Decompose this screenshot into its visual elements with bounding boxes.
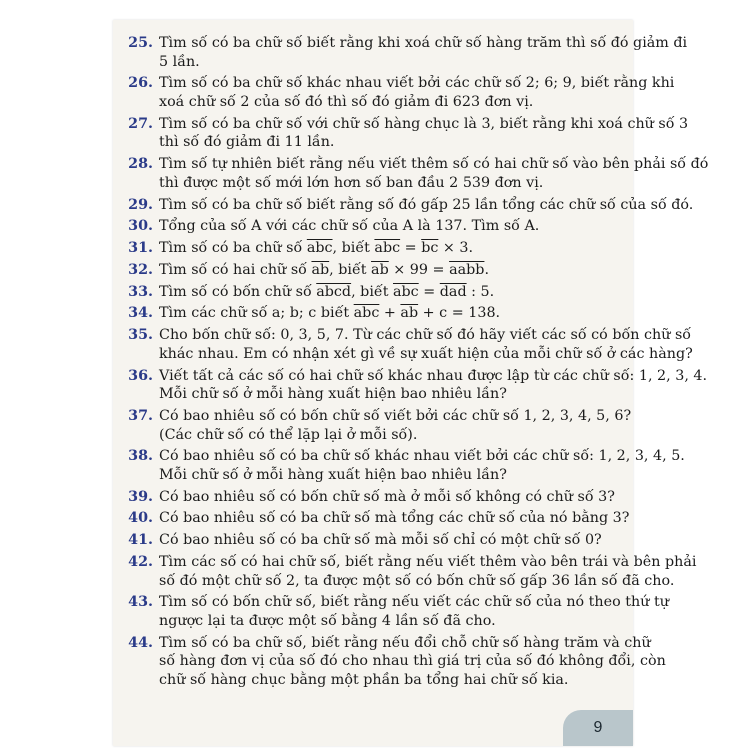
- problem-text-line: [159, 612, 599, 631]
- text-segment: , biết: [351, 283, 393, 300]
- problem-number: 31.: [128, 240, 153, 257]
- problem-text-line: [159, 133, 599, 152]
- problem-text-line: [159, 304, 599, 323]
- problem-text: [159, 34, 688, 71]
- text-segment: Tìm số có bốn chữ số: [159, 283, 317, 300]
- text-segment: , biết: [329, 261, 372, 278]
- text-segment: Mỗi chữ số ở mỗi hàng xuất hiện bao nhiêu lần?: [159, 386, 507, 403]
- problem-item: [113, 261, 633, 280]
- problem-item: [113, 74, 675, 111]
- problem-text-line: [159, 196, 694, 215]
- problem-item: [113, 488, 633, 507]
- problem-text: [159, 196, 694, 215]
- text-segment: Viết tất cả các số có hai chữ số khác nhau được lập từ các chữ số: 1, 2, 3, 4.: [159, 367, 708, 384]
- problem-number: 28.: [128, 156, 153, 173]
- problem-text-line: [159, 652, 666, 671]
- text-segment: Tìm số có ba chữ số biết rằng số đó gấp 25 lần tổng các chữ số của số đó.: [159, 196, 694, 213]
- problem-item: [113, 196, 694, 215]
- text-segment: khác nhau. Em có nhận xét gì về sự xuất hiện của mỗi chữ số ở các hàng?: [159, 345, 693, 362]
- problem-text-line: [159, 115, 689, 134]
- problem-item: [113, 34, 688, 71]
- text-segment: × 99 =: [388, 261, 450, 278]
- text-segment: ngược lại ta được một số bằng 4 lần số đã cho.: [159, 613, 496, 629]
- problem-item: [113, 447, 685, 484]
- text-segment: × 3.: [438, 240, 474, 257]
- text-segment: thì được một số mới lớn hơn số ban đầu 2 539 đơn vị.: [159, 174, 544, 191]
- problem-number: 27.: [128, 115, 153, 132]
- text-segment: Tìm số có ba chữ số khác nhau viết bởi các chữ số 2; 6; 9, biết rằng khi: [159, 75, 675, 92]
- problem-text: [159, 634, 666, 690]
- text-segment: Tìm số có ba chữ số với chữ số hàng chục là 3, biết rằng khi xoá chữ số 3: [159, 115, 689, 132]
- problem-text-line: [159, 671, 599, 690]
- problem-number: 41.: [128, 532, 153, 549]
- problem-text: [159, 593, 669, 630]
- problem-text-line: [159, 509, 630, 528]
- problem-text-line: [159, 326, 692, 345]
- problem-text-line: [159, 553, 697, 572]
- problem-text-line: [159, 407, 632, 426]
- text-segment: +: [379, 305, 401, 322]
- problem-number: 39.: [128, 488, 153, 505]
- problem-number: 33.: [128, 283, 153, 300]
- problem-text-line: [159, 261, 599, 280]
- text-segment: Tìm số có ba chữ số biết rằng khi xoá chữ số hàng trăm thì số đó giảm đi: [159, 35, 688, 51]
- problem-text-line: [159, 283, 599, 302]
- text-segment: Có bao nhiêu số có bốn chữ số viết bởi các chữ số 1, 2, 3, 4, 5, 6?: [159, 407, 632, 424]
- overlined-number: $\overline{abc}$: [374, 240, 401, 257]
- text-segment: Tìm số tự nhiên biết rằng nếu viết thêm số có hai chữ số vào bên phải số đó: [159, 156, 709, 173]
- overlined-number: aabb: [449, 261, 485, 278]
- problem-text-line: [159, 447, 685, 466]
- text-segment: Có bao nhiêu số có ba chữ số mà tổng các chữ số của nó bằng 3?: [159, 510, 630, 527]
- problem-item: [113, 326, 693, 363]
- problem-text: [159, 261, 599, 280]
- text-segment: Tổng của số A với các chữ số của A là 137. Tìm số A.: [159, 218, 540, 235]
- problem-number: 25.: [128, 35, 153, 51]
- page-number-tab: [563, 710, 633, 746]
- problem-text: [159, 283, 599, 302]
- overlined-number: $\overline{bc}$: [421, 240, 439, 257]
- text-segment: , biết: [332, 240, 375, 257]
- problem-number: 29.: [128, 196, 153, 213]
- problem-text-line: [159, 531, 602, 550]
- text-segment: Tìm số có ba chữ số: [159, 240, 307, 257]
- problem-text-line: [159, 634, 651, 653]
- problem-text: [159, 326, 693, 363]
- book-page: [113, 20, 709, 746]
- problem-number: 35.: [128, 327, 153, 344]
- text-segment: + c = 138.: [418, 305, 501, 322]
- problem-text: [159, 217, 599, 236]
- page-number: 9: [593, 719, 603, 736]
- problem-number: 38.: [128, 448, 153, 465]
- problem-text: [159, 509, 630, 528]
- problem-number: 30.: [128, 218, 153, 235]
- problem-text-line: [159, 93, 599, 112]
- problem-text-line: [159, 217, 599, 236]
- problem-number: 37.: [128, 407, 153, 424]
- problem-number: 42.: [128, 554, 153, 571]
- problem-number: 26.: [128, 75, 153, 92]
- overlined-number: $\overline{dad}$: [439, 283, 467, 300]
- problem-text: [159, 407, 632, 444]
- problem-text-line: [159, 367, 708, 386]
- problem-item: [113, 304, 633, 323]
- text-segment: thì số đó giảm đi 11 lần.: [159, 134, 335, 151]
- text-segment: Tìm số có ba chữ số, biết rằng nếu đổi chỗ chữ số hàng trăm và chữ: [159, 634, 651, 651]
- problem-text: [159, 155, 709, 192]
- text-segment: xoá chữ số 2 của số đó thì số đó giảm đi 623 đơn vị.: [159, 93, 534, 110]
- problem-text-line: [159, 488, 615, 507]
- text-segment: =: [400, 240, 422, 257]
- text-segment: Có bao nhiêu số có bốn chữ số mà ở mỗi số không có chữ số 3?: [159, 488, 615, 505]
- problem-number: 44.: [128, 634, 153, 651]
- text-segment: Tìm số có bốn chữ số, biết rằng nếu viết các chữ số của nó theo thứ tự: [159, 594, 669, 611]
- problem-item: [113, 553, 697, 590]
- problem-number: 43.: [128, 594, 153, 611]
- text-segment: số hàng đơn vị của số đó cho nhau thì giá trị của số đó không đổi, còn: [159, 653, 666, 670]
- overlined-number: $\overline{ab}$: [371, 261, 389, 278]
- problem-text: [159, 74, 675, 111]
- problem-item: [113, 634, 666, 690]
- text-segment: Mỗi chữ số ở mỗi hàng xuất hiện bao nhiêu lần?: [159, 466, 507, 483]
- problem-text: [159, 304, 599, 323]
- problem-text: [159, 367, 708, 404]
- problem-item: [113, 367, 708, 404]
- problem-text: [159, 488, 615, 507]
- overlined-number: $\overline{abc}$: [306, 240, 333, 257]
- problem-text-line: [159, 174, 599, 193]
- problem-item: [113, 155, 709, 192]
- overlined-number: $\overline{abc}$: [393, 283, 419, 300]
- problem-text: [159, 531, 602, 550]
- problem-text: [159, 447, 685, 484]
- problem-number: 32.: [128, 261, 153, 278]
- text-segment: Cho bốn chữ số: 0, 3, 5, 7. Từ các chữ số đó hãy viết các số có bốn chữ số: [159, 327, 692, 344]
- problem-text-line: [159, 239, 599, 258]
- text-segment: (Các chữ số có thể lặp lại ở mỗi số).: [159, 426, 418, 443]
- problem-item: [113, 239, 633, 258]
- text-segment: Có bao nhiêu số có ba chữ số khác nhau viết bởi các chữ số: 1, 2, 3, 4, 5.: [159, 448, 685, 465]
- problem-text-line: [159, 466, 599, 485]
- text-segment: : 5.: [466, 283, 495, 300]
- problem-text-line: [159, 155, 709, 174]
- problem-text-line: [159, 385, 599, 404]
- problem-item: [113, 115, 689, 152]
- problem-text: [159, 553, 697, 590]
- problem-list: [113, 34, 709, 693]
- problem-text-line: [159, 426, 599, 445]
- overlined-number: abcd: [316, 283, 352, 300]
- problem-item: [113, 593, 669, 630]
- text-segment: .: [484, 261, 489, 278]
- text-segment: 5 lần.: [159, 53, 200, 70]
- text-segment: số đó một chữ số 2, ta được một số có bốn chữ số gấp 36 lần số đã cho.: [159, 572, 675, 589]
- overlined-number: $\overline{ab}$: [311, 261, 330, 278]
- overlined-number: $\overline{abc}$: [353, 305, 380, 322]
- problem-text: [159, 115, 689, 152]
- text-segment: Có bao nhiêu số có ba chữ số mà mỗi số chỉ có một chữ số 0?: [159, 532, 602, 549]
- problem-text-line: [159, 34, 688, 53]
- problem-number: 40.: [128, 510, 153, 527]
- problem-text: [159, 239, 599, 258]
- text-segment: Tìm các số có hai chữ số, biết rằng nếu viết thêm vào bên trái và bên phải: [159, 554, 697, 571]
- text-segment: =: [418, 283, 440, 300]
- problem-text-line: [159, 53, 599, 72]
- text-segment: Tìm các chữ số a; b; c biết: [159, 305, 354, 322]
- problem-item: [113, 509, 633, 528]
- overlined-number: $\overline{ab}$: [400, 305, 419, 322]
- problem-text-line: [159, 593, 669, 612]
- text-segment: Tìm số có hai chữ số: [159, 261, 312, 278]
- problem-item: [113, 531, 633, 550]
- problem-text-line: [159, 345, 693, 364]
- problem-number: 36.: [128, 367, 153, 384]
- problem-text-line: [159, 572, 675, 591]
- problem-number: 34.: [128, 305, 153, 322]
- problem-item: [113, 217, 633, 236]
- problem-item: [113, 407, 633, 444]
- problem-text-line: [159, 74, 675, 93]
- text-segment: chữ số hàng chục bằng một phần ba tổng hai chữ số kia.: [159, 671, 569, 688]
- problem-item: [113, 283, 633, 302]
